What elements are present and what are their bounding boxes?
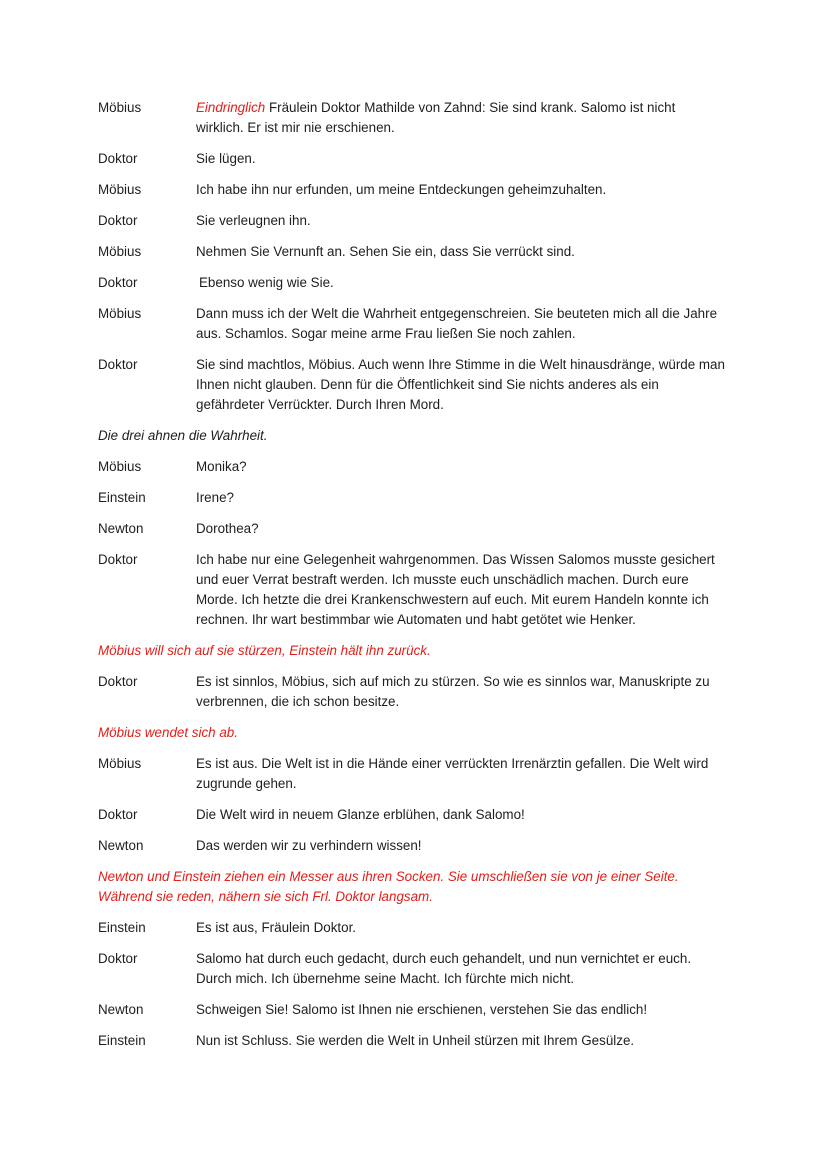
speaker-name: Möbius <box>98 756 142 771</box>
dialogue-line <box>0 355 828 415</box>
stage-direction: Möbius will sich auf sie stürzen, Einstein hält ihn zurück. <box>98 643 431 658</box>
dialogue-text: Dann muss ich der Welt die Wahrheit entgegenschreien. Sie beuteten mich all die Jahre aus. Schamlos. Sogar meine arme Frau ließen Sie noch zahlen. <box>196 306 718 341</box>
dialogue-line <box>0 304 828 344</box>
speaker-name: Einstein <box>98 920 146 935</box>
stage-direction: Newton und Einstein ziehen ein Messer aus ihren Socken. Sie umschließen sie von je einer Seite. Während sie reden, nähern sie sich Frl. Doktor langsam. <box>98 869 679 904</box>
dialogue-text: Sie verleugnen ihn. <box>196 213 311 228</box>
stage-direction: Möbius wendet sich ab. <box>98 725 238 740</box>
dialogue-text: Salomo hat durch euch gedacht, durch euch gehandelt, und nun vernichtet er euch. Durch mich. Ich übernehme seine Macht. Ich fürchte mich nicht. <box>196 951 692 986</box>
dialogue-text: Schweigen Sie! Salomo ist Ihnen nie erschienen, verstehen Sie das endlich! <box>196 1002 648 1017</box>
dialogue-text: Ich habe ihn nur erfunden, um meine Entdeckungen geheimzuhalten. <box>196 182 607 197</box>
speaker-name: Doktor <box>98 213 138 228</box>
speaker-name: Doktor <box>98 357 138 372</box>
dialogue-line <box>0 918 828 938</box>
speaker-name: Möbius <box>98 182 142 197</box>
dialogue-text: Sie sind machtlos, Möbius. Auch wenn Ihre Stimme in die Welt hinausdränge, würde man Ihnen nicht glauben. Denn für die Öffentlichkeit sind Sie nichts anderes als ein gefährdeter Verrückter. Durch Ihren Mord. <box>196 357 725 412</box>
dialogue-line <box>0 457 828 477</box>
dialogue-line <box>0 149 828 169</box>
dialogue-text: Monika? <box>196 459 247 474</box>
stage-direction-inline: Eindringlich <box>196 100 266 115</box>
speaker-name: Doktor <box>98 674 138 689</box>
dialogue-text <box>196 98 726 138</box>
dialogue-line <box>0 211 828 231</box>
dialogue-line <box>0 1000 828 1020</box>
speaker-name: Einstein <box>98 1033 146 1048</box>
dialogue-line <box>0 672 828 712</box>
dialogue-text: Es ist sinnlos, Möbius, sich auf mich zu stürzen. So wie es sinnlos war, Manuskripte zu verbrennen, die ich schon besitze. <box>196 674 710 709</box>
dialogue-line <box>0 488 828 508</box>
dialogue-line <box>0 273 828 293</box>
dialogue-text: Ebenso wenig wie Sie. <box>199 275 334 290</box>
dialogue-line <box>0 754 828 794</box>
dialogue-text: Ich habe nur eine Gelegenheit wahrgenommen. Das Wissen Salomos musste gesichert und euer Verrat bestraft werden. Ich musste euch unschädlich machen. Durch eure Morde. Ich hetzte die drei Krankenschwestern auf euch. Mit eurem Handeln konnte ich rechnen. Ihr wart bestimmbar wie Automaten und habt getötet wie Henker. <box>196 552 715 627</box>
dialogue-text: Nun ist Schluss. Sie werden die Welt in Unheil stürzen mit Ihrem Gesülze. <box>196 1033 635 1048</box>
dialogue-text-body: Fräulein Doktor Mathilde von Zahnd: Sie sind krank. Salomo ist nicht wirklich. Er ist mir nie erschienen. <box>196 100 676 135</box>
dialogue-line <box>0 550 828 630</box>
dialogue-text: Es ist aus. Die Welt ist in die Hände einer verrückten Irrenärztin gefallen. Die Welt wird zugrunde gehen. <box>196 756 709 791</box>
dialogue-line <box>0 1031 828 1051</box>
dialogue-line <box>0 519 828 539</box>
dialogue-text: Das werden wir zu verhindern wissen! <box>196 838 422 853</box>
speaker-name: Möbius <box>98 100 142 115</box>
script-page <box>0 98 828 1062</box>
dialogue-line <box>0 98 828 138</box>
dialogue-text: Nehmen Sie Vernunft an. Sehen Sie ein, dass Sie verrückt sind. <box>196 244 575 259</box>
speaker-name: Doktor <box>98 552 138 567</box>
dialogue-line <box>0 949 828 989</box>
speaker-name: Newton <box>98 521 144 536</box>
dialogue-text: Die Welt wird in neuem Glanze erblühen, dank Salomo! <box>196 807 525 822</box>
stage-direction: Die drei ahnen die Wahrheit. <box>98 428 268 443</box>
dialogue-text: Es ist aus, Fräulein Doktor. <box>196 920 357 935</box>
speaker-name: Doktor <box>98 275 138 290</box>
speaker-name: Doktor <box>98 151 138 166</box>
dialogue-text: Dorothea? <box>196 521 259 536</box>
speaker-name: Newton <box>98 838 144 853</box>
speaker-name: Einstein <box>98 490 146 505</box>
speaker-name: Newton <box>98 1002 144 1017</box>
speaker-name: Möbius <box>98 306 142 321</box>
speaker-name: Doktor <box>98 951 138 966</box>
dialogue-line <box>0 805 828 825</box>
dialogue-line <box>0 242 828 262</box>
dialogue-line <box>0 836 828 856</box>
dialogue-text: Irene? <box>196 490 234 505</box>
dialogue-text: Sie lügen. <box>196 151 256 166</box>
speaker-name: Doktor <box>98 807 138 822</box>
dialogue-line <box>0 180 828 200</box>
speaker-name: Möbius <box>98 459 142 474</box>
speaker-name: Möbius <box>98 244 142 259</box>
